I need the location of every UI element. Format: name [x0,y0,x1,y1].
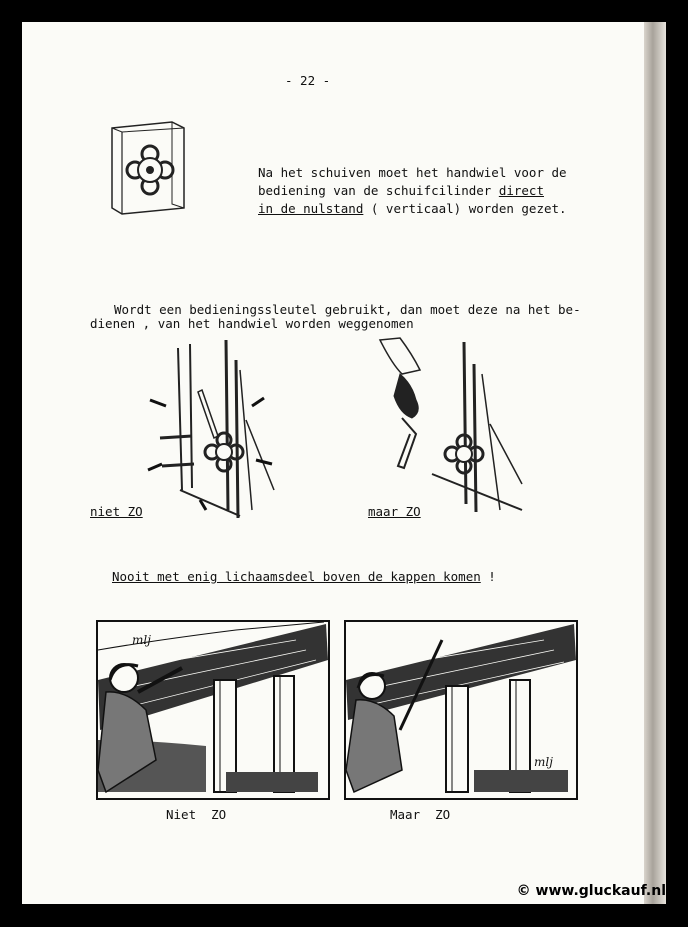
warning-line [112,568,496,586]
para2-line2: dienen , van het handwiel worden weggenomen [90,316,414,331]
para1-line2 [258,182,544,200]
key-left-in-illustration [140,340,280,518]
key-removed-illustration [372,334,532,514]
warning-text: Nooit met enig lichaamsdeel boven de kappen komen [112,569,481,584]
page-number: - 22 - [285,73,331,88]
para1-line3-text: ( verticaal) worden gezet. [363,201,567,216]
para1-line1: Na het schuiven moet het handwiel voor de [258,165,567,180]
para1-line3 [258,200,567,218]
artist-signature-right: mlj [534,755,553,769]
caption-niet-zo-small: niet ZO [90,504,143,519]
para1-emphasis-direct: direct [498,183,544,198]
para1-line2-text: bediening van de schuifcilinder [258,183,499,198]
handwheel-housing-illustration [108,120,188,216]
page-edge [644,22,666,904]
miner-wrong-illustration [96,620,330,800]
caption-maar-zo-large: Maar ZO [390,807,451,822]
para1-emphasis-nulstand: in de nulstand [258,201,364,216]
para2-line1: Wordt een bedieningssleutel gebruikt, dan moet deze na het be- [114,302,581,317]
caption-maar-zo-small: maar ZO [368,504,421,519]
artist-signature-left: mlj [132,633,151,647]
caption-niet-zo-large: Niet ZO [166,807,227,822]
miner-correct-illustration [344,620,578,800]
warning-exclamation: ! [488,569,496,584]
website-watermark: © www.gluckauf.nl [516,883,666,899]
